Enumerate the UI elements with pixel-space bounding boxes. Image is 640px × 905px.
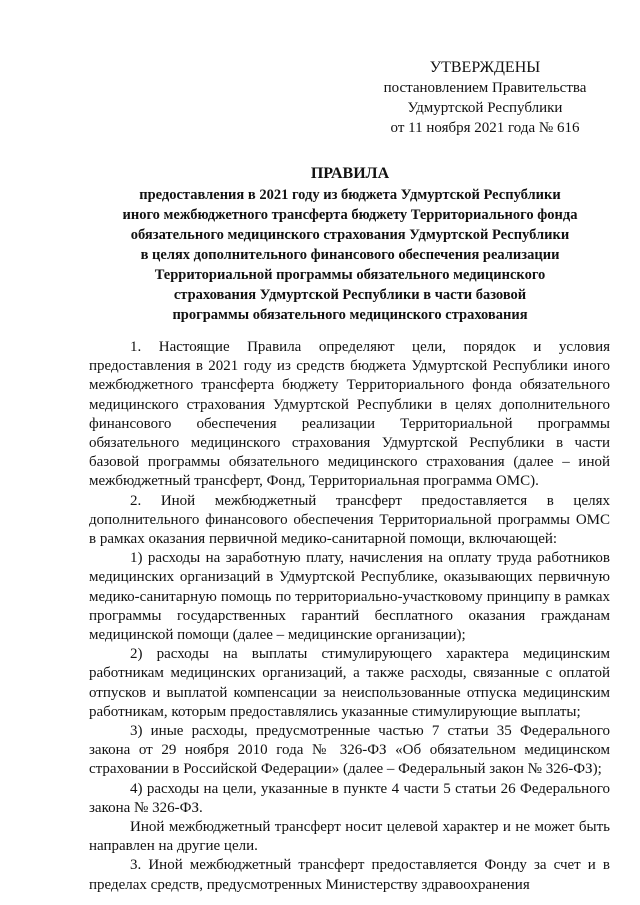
paragraph: 2) расходы на выплаты стимулирующего характера медицинским работникам медицинских организаций, а также расходы, связанные с оплатой отпусков и выплатой компенсации за неиспользованные отпуска медицинским работникам, которым предоставлялись указанные стимулирующие выплаты; bbox=[89, 646, 610, 720]
title-subtitle-line: в целях дополнительного финансового обеспечения реализации bbox=[140, 247, 560, 263]
paragraph: 4) расходы на цели, указанные в пункте 4 части 5 статьи 26 Федерального закона № 326-ФЗ. bbox=[89, 780, 610, 816]
title-subtitle-line: Территориальной программы обязательного медицинского bbox=[154, 267, 546, 283]
paragraph: 2. Иной межбюджетный трансферт предоставляется в целях дополнительного финансового обеспечения Территориальной программы ОМС в рамках оказания первичной медико-санитарной помощи, включающей: bbox=[89, 492, 610, 548]
title-subtitle-line: иного межбюджетного трансферта бюджету Территориального фонда bbox=[122, 207, 578, 223]
approval-line: от 11 ноября 2021 года № 616 bbox=[390, 120, 580, 136]
approval-line: Удмуртской Республики bbox=[407, 100, 563, 116]
approval-heading: УТВЕРЖДЕНЫ bbox=[429, 59, 541, 76]
approval-block bbox=[360, 58, 610, 138]
paragraph: 1) расходы на заработную плату, начисления на оплату труда работников медицинских организаций в Удмуртской Республике, оказывающих первичную медико-санитарную помощь по территориально-участковому принципу в рамках программы государственных гарантий бесплатного оказания гражданам медицинской помощи (далее – медицинские организации); bbox=[89, 550, 610, 644]
title-subtitle-line: обязательного медицинского страхования Удмуртской Республики bbox=[130, 227, 570, 243]
title-subtitle-line: предоставления в 2021 году из бюджета Удмуртской Республики bbox=[139, 187, 561, 203]
paragraph: 3. Иной межбюджетный трансферт предоставляется Фонду за счет и в пределах средств, предусмотренных Министерству здравоохранения bbox=[89, 857, 610, 893]
title-main: ПРАВИЛА bbox=[310, 165, 390, 182]
paragraph: 3) иные расходы, предусмотренные частью 7 статьи 35 Федерального закона от 29 ноября 2010 года № 326-ФЗ «Об обязательном медицинском страховании в Российской Федерации» (далее – Федеральный закон № 326-ФЗ); bbox=[89, 723, 610, 778]
title-subtitle-line: программы обязательного медицинского страхования bbox=[172, 307, 528, 323]
document-body bbox=[89, 338, 610, 895]
paragraph: Иной межбюджетный трансферт носит целевой характер и не может быть направлен на другие цели. bbox=[89, 819, 610, 855]
title-subtitle-line: страхования Удмуртской Республики в части базовой bbox=[173, 287, 527, 303]
document-title bbox=[60, 163, 640, 325]
paragraph: 1. Настоящие Правила определяют цели, порядок и условия предоставления в 2021 году из средств бюджета Удмуртской Республики иного межбюджетного трансферта бюджету Территориального фонда обязательного медицинского страхования Удмуртской Республики в целях дополнительного финансового обеспечения реализации Территориальной программы обязательного медицинского страхования Удмуртской Республики в части базовой программы обязательного медицинского страхования (далее – иной межбюджетный трансферт, Фонд, Территориальная программа ОМС). bbox=[89, 339, 610, 490]
approval-line: постановлением Правительства bbox=[383, 80, 587, 96]
